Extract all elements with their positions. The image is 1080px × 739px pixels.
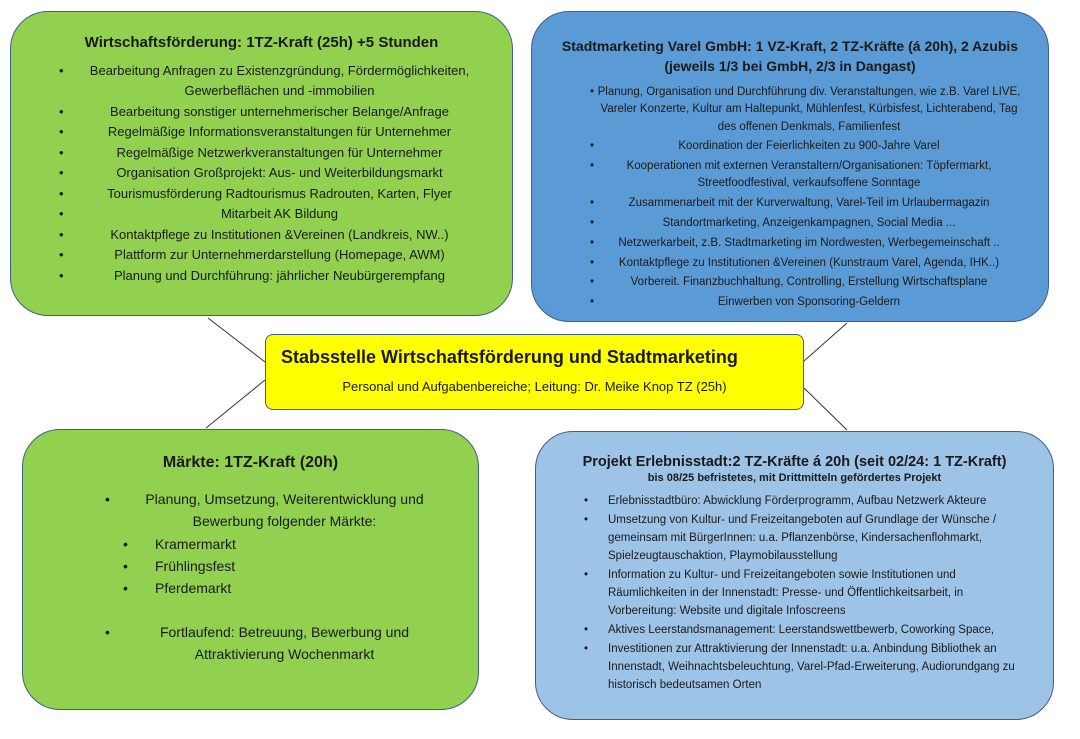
stabsstelle-box	[265, 334, 804, 410]
list-item-text: Umsetzung von Kultur- und Freizeitangeboten auf Grundlage der Wünsche / gemeinsam mit BürgerInnen: u.a. Pflanzenbörse, Kindersachenflohmarkt, Spielzeugtauschaktion, Playmobilausstellung	[608, 514, 997, 562]
list-item-text: Organisation Großprojekt: Aus- und Weiterbildungsmarkt	[116, 165, 443, 180]
stadtmarketing-list	[532, 84, 1048, 312]
erlebnisstadt-list	[536, 492, 1053, 694]
list-item	[576, 235, 1028, 252]
list-item-text: Koordination der Feierlichkeiten zu 900-Jahre Varel	[678, 140, 940, 153]
list-item	[580, 566, 1029, 620]
bullet-icon: •	[590, 140, 595, 153]
list-item-text: Investitionen zur Attraktivierung der Innenstadt: u.a. Anbindung Bibliothek an Innenstadt, Weihnachtsbeleuchtung, Varel-Pfad-Erweiterung, Audiorundgang zu historisch bedeutsamen Orten	[608, 643, 1015, 691]
bullet-icon: •	[584, 624, 589, 636]
bullet-icon: •	[59, 144, 64, 160]
list-item	[123, 533, 478, 555]
bullet-icon: •	[590, 197, 595, 210]
bullet-icon: •	[590, 217, 595, 230]
list-item-text: Planung, Organisation und Durchführung div. Veranstaltungen, wie z.B. Varel LIVE, Vareler Konzerte, Kultur am Haltepunkt, Mühlenfest, Kürbisfest, Lichterabend, Tag des offenen Denkmals, Familienfest	[597, 86, 1021, 133]
list-item	[55, 184, 490, 204]
bullet-icon: •	[123, 580, 128, 596]
list-item-text: Kontaktpflege zu Institutionen &Vereinen (Kunstraum Varel, Agenda, IHK..)	[618, 256, 1000, 269]
list-item-text: Aktives Leerstandsmanagement: Leerstandswettbewerb, Coworking Space,	[608, 624, 995, 636]
list-item	[576, 138, 1028, 155]
list-item	[103, 488, 448, 532]
bullet-icon: •	[590, 276, 595, 289]
maerkte-box	[22, 429, 479, 710]
list-item-text: Einwerben von Sponsoring-Geldern	[717, 296, 901, 309]
bullet-icon: •	[590, 86, 595, 98]
bullet-icon: •	[105, 491, 110, 507]
list-item-text: Standortmarketing, Anzeigenkampagnen, Social Media ...	[662, 217, 956, 230]
list-item	[580, 640, 1029, 694]
list-item	[55, 61, 490, 101]
list-item	[576, 294, 1028, 311]
list-item	[55, 122, 490, 142]
maerkte-market-list	[23, 532, 478, 603]
list-item-text: Planung und Durchführung: jährlicher Neubürgerempfang	[114, 267, 445, 283]
list-item-text: Erlebnisstadtbüro: Abwicklung Förderprogramm, Aufbau Netzwerk Akteure	[608, 495, 987, 507]
bullet-icon: •	[584, 495, 589, 507]
bullet-icon: •	[59, 63, 64, 78]
list-item	[103, 621, 448, 665]
bullet-icon: •	[59, 206, 64, 221]
list-item	[580, 511, 1029, 565]
list-item-text: Netzwerkarbeit, z.B. Stadtmarketing im Nordwesten, Werbegemeinschaft ..	[618, 236, 1000, 249]
list-item-text: Regelmäßige Informationsveranstaltungen für Unternehmer	[107, 124, 452, 139]
bullet-icon: •	[590, 296, 595, 309]
maerkte-title: Märkte: 1TZ-Kraft (20h)	[162, 454, 339, 471]
list-item-text: Tourismusförderung Radtourismus Radrouten, Karten, Flyer	[107, 185, 452, 201]
bullet-icon: •	[123, 536, 128, 552]
list-item	[576, 195, 1028, 212]
bullet-icon: •	[590, 160, 595, 173]
list-item	[55, 102, 490, 122]
list-item	[55, 266, 490, 286]
list-item	[580, 621, 1029, 639]
bullet-icon: •	[590, 236, 595, 249]
list-item	[123, 577, 478, 599]
list-item-text: Planung, Umsetzung, Weiterentwicklung und Bewerbung folgender Märkte:	[145, 491, 424, 529]
list-item	[55, 143, 490, 163]
list-item	[55, 225, 490, 245]
stabsstelle-title: Stabsstelle Wirtschaftsförderung und Stadtmarketing	[281, 347, 738, 367]
list-item	[576, 84, 1028, 136]
list-item-text: Plattform zur Unternehmerdarstellung (Homepage, AWM)	[114, 247, 445, 262]
list-item	[580, 492, 1029, 510]
connector-top-right	[804, 323, 847, 361]
bullet-icon: •	[59, 267, 64, 283]
list-item-text: Vorbereit. Finanzbuchhaltung, Controlling, Erstellung Wirtschaftsplane	[630, 276, 988, 289]
wirtschaftsfoerderung-box	[10, 11, 513, 316]
list-item-text: Kooperationen mit externen Veranstaltern/Organisationen: Töpfermarkt, Streetfoodfestival, verkaufsoffene Sonntage	[626, 160, 992, 190]
list-item	[576, 158, 1028, 193]
bullet-icon: •	[105, 624, 110, 640]
wirtschaftsfoerderung-title: Wirtschaftsförderung: 1TZ-Kraft (25h) +5 Stunden	[84, 34, 439, 51]
list-item-text: Pferdemarkt	[155, 580, 232, 596]
erlebnisstadt-subtitle: bis 08/25 befristetes, mit Drittmitteln gefördertes Projekt	[647, 472, 942, 484]
wirtschaftsfoerderung-list	[11, 61, 512, 286]
bullet-icon: •	[584, 569, 589, 581]
bullet-icon: •	[59, 103, 64, 119]
list-item	[576, 215, 1028, 232]
list-item-text: Regelmäßige Netzwerkveranstaltungen für Unternehmer	[116, 144, 443, 160]
list-item	[123, 555, 478, 577]
erlebnisstadt-box	[535, 431, 1054, 720]
maerkte-list-2	[23, 621, 478, 665]
bullet-icon: •	[590, 256, 595, 269]
stadtmarketing-box	[531, 11, 1049, 322]
bullet-icon: •	[584, 643, 589, 655]
bullet-icon: •	[59, 226, 64, 242]
maerkte-list	[23, 488, 478, 532]
list-item-text: Zusammenarbeit mit der Kurverwaltung, Varel-Teil im Urlaubermagazin	[628, 197, 990, 210]
stadtmarketing-title: Stadtmarketing Varel GmbH: 1 VZ-Kraft, 2 TZ-Kräfte (á 20h), 2 Azubis (jeweils 1/3 bei GmbH, 2/3 in Dangast)	[561, 38, 1019, 74]
bullet-icon: •	[123, 558, 128, 574]
bullet-icon: •	[584, 514, 589, 526]
bullet-icon: •	[59, 124, 64, 139]
list-item	[55, 204, 490, 224]
erlebnisstadt-title: Projekt Erlebnisstadt:2 TZ-Kräfte á 20h (seit 02/24: 1 TZ-Kraft)	[582, 454, 1007, 470]
list-item-text: Frühlingsfest	[155, 558, 236, 574]
list-item-text: Fortlaufend: Betreuung, Bewerbung und Attraktivierung Wochenmarkt	[159, 624, 410, 662]
connector-bottom-left	[206, 380, 265, 428]
bullet-icon: •	[59, 165, 64, 180]
list-item-text: Mitarbeit AK Bildung	[220, 206, 339, 221]
list-item	[576, 255, 1028, 272]
connector-top-left	[208, 318, 265, 362]
connector-bottom-right	[804, 388, 847, 430]
stabsstelle-subtitle: Personal und Aufgabenbereiche; Leitung: Dr. Meike Knop TZ (25h)	[342, 379, 727, 394]
list-item-text: Kramermarkt	[155, 536, 236, 552]
list-item	[55, 245, 490, 265]
list-item-text: Information zu Kultur- und Freizeitangeboten sowie Institutionen und Räumlichkeiten in der Innenstadt: Presse- und Öffentlichkeitsarbeit, in Vorbereitung: Website und digitale Infoscreens	[608, 569, 964, 617]
list-item-text: Bearbeitung Anfragen zu Existenzgründung, Fördermöglichkeiten, Gewerbeflächen und -immobilien	[89, 63, 470, 98]
list-item-text: Kontaktpflege zu Institutionen &Vereinen (Landkreis, NW..)	[110, 226, 449, 242]
bullet-icon: •	[59, 185, 64, 201]
list-item-text: Bearbeitung sonstiger unternehmerischer Belange/Anfrage	[110, 103, 449, 119]
bullet-icon: •	[59, 247, 64, 262]
list-item	[576, 274, 1028, 291]
list-item	[55, 163, 490, 183]
